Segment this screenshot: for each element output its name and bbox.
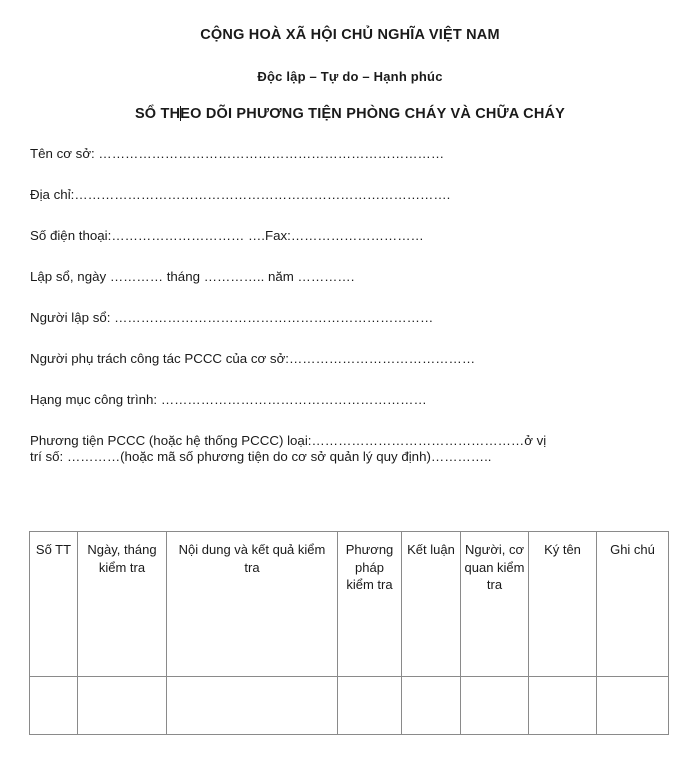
- column-header-phuong-phap: Phương pháp kiểm tra: [338, 532, 402, 677]
- column-header-ky-ten: Ký tên: [529, 532, 597, 677]
- table-row[interactable]: [30, 677, 669, 735]
- column-header-so-tt: Số TT: [30, 532, 78, 677]
- national-motto: Độc lập – Tự do – Hạnh phúc: [257, 69, 443, 84]
- cell-ghi-chu[interactable]: [597, 677, 669, 735]
- field-nguoi-lap-so[interactable]: Người lập sổ: ………………………………………………………………: [30, 310, 434, 325]
- field-ten-co-so[interactable]: Tên cơ sở: ……………………………………………………………………: [30, 146, 445, 161]
- column-header-nguoi-co-quan: Người, cơ quan kiểm tra: [461, 532, 529, 677]
- column-header-ngay-thang: Ngày, tháng kiểm tra: [78, 532, 167, 677]
- field-lap-so-ngay[interactable]: Lập sổ, ngày ………… tháng ………….. năm ………….: [30, 269, 355, 284]
- table-header-row: [30, 532, 669, 677]
- field-phuong-tien-pccc-line-2[interactable]: trí số: …………(hoặc mã số phương tiện do cơ sở quản lý quy định)…………..: [30, 449, 492, 464]
- cell-ky-ten[interactable]: [529, 677, 597, 735]
- cell-noi-dung[interactable]: [167, 677, 338, 735]
- table-body: [30, 677, 669, 735]
- page-title-part-1: SỔ TH: [134, 106, 181, 122]
- inspection-log-table: [29, 531, 669, 735]
- form-fields: [30, 124, 670, 465]
- field-phuong-tien-pccc-line-1[interactable]: Phương tiện PCCC (hoặc hệ thống PCCC) loại:…………………………………………ở vị: [30, 433, 547, 448]
- column-header-noi-dung: Nội dung và kết quả kiểm tra: [167, 532, 338, 677]
- national-heading: CỘNG HOÀ XÃ HỘI CHỦ NGHĨA VIỆT NAM: [200, 27, 500, 43]
- page-title-part-2: EO DÕI PHƯƠNG TIỆN PHÒNG CHÁY VÀ CHỮA CHÁY: [180, 106, 566, 122]
- field-hang-muc-cong-trinh[interactable]: Hạng mục công trình: ……………………………………………………: [30, 392, 427, 407]
- column-header-ghi-chu: Ghi chú: [597, 532, 669, 677]
- page-title: [30, 86, 670, 124]
- cell-nguoi-co-quan[interactable]: [461, 677, 529, 735]
- field-dia-chi[interactable]: Địa chỉ:………………………………………………………………………….: [30, 187, 451, 202]
- column-header-ket-luan: Kết luận: [402, 532, 461, 677]
- cell-ngay-thang[interactable]: [78, 677, 167, 735]
- cell-phuong-phap[interactable]: [338, 677, 402, 735]
- field-so-dien-thoai[interactable]: Số điện thoại:………………………… ….Fax:…………………………: [30, 228, 424, 243]
- field-nguoi-phu-trach-pccc[interactable]: Người phụ trách công tác PCCC của cơ sở:……………………………………: [30, 351, 476, 366]
- inspection-log-table-wrapper: [29, 531, 668, 735]
- cell-ket-luan[interactable]: [402, 677, 461, 735]
- table-header: [30, 532, 669, 677]
- cell-so-tt[interactable]: [30, 677, 78, 735]
